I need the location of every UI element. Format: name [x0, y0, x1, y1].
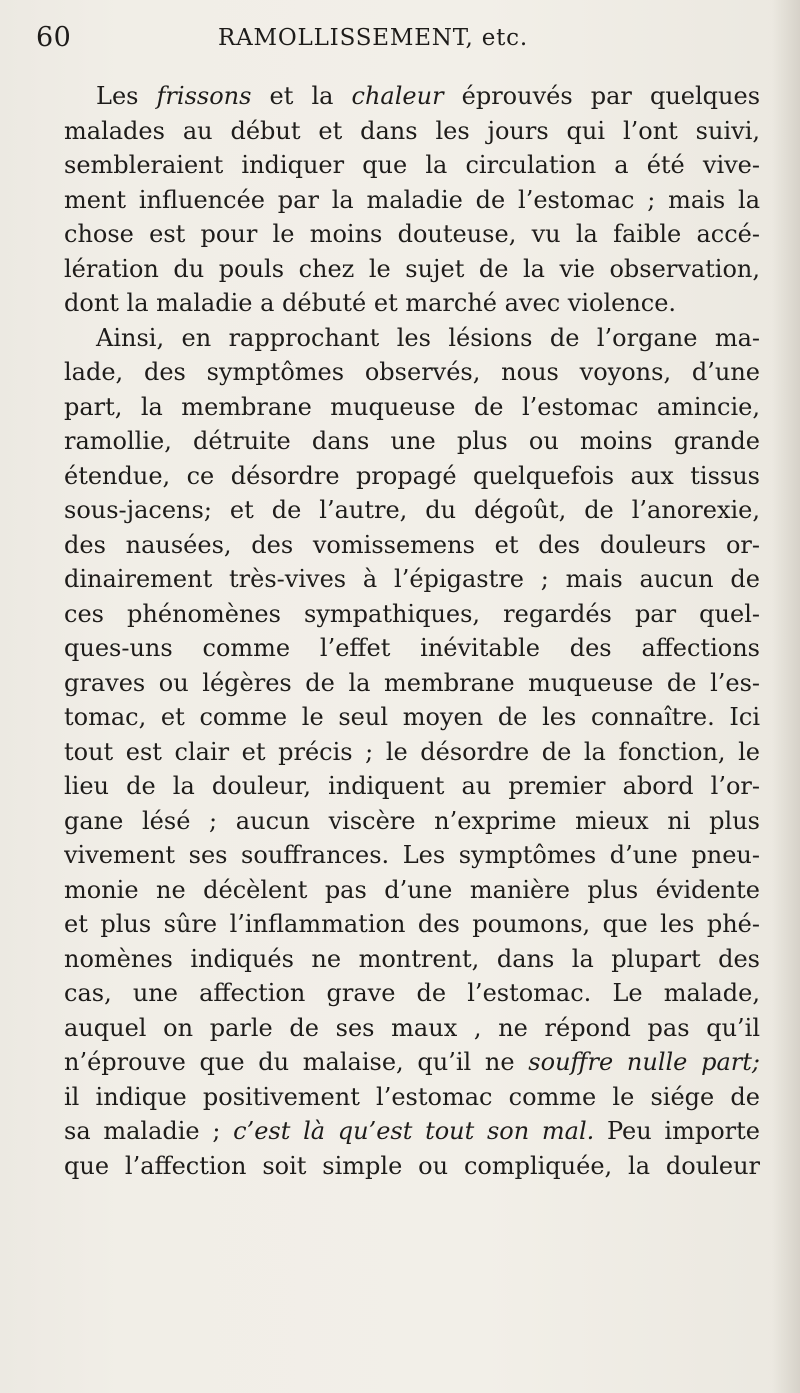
text-line-26 — [64, 942, 760, 977]
text-line-9 — [64, 355, 760, 390]
text-line-7 — [64, 286, 760, 321]
text-segment: graves ou légères de la membrane muqueuse de l’es- — [64, 668, 760, 697]
text-segment: ces phénomènes sympathiques, regardés par quel- — [64, 599, 760, 628]
text-line-31 — [64, 1114, 760, 1149]
text-segment: Peu importe — [594, 1117, 760, 1145]
text-line-32 — [64, 1149, 760, 1184]
text-line-24 — [64, 873, 760, 908]
text-line-11 — [64, 424, 760, 459]
text-segment: Ainsi, en rapprochant les lésions de l’organe ma- — [96, 323, 760, 352]
text-segment: chose est pour le moins douteuse, vu la faible accé- — [64, 220, 760, 248]
text-line-19 — [64, 700, 760, 735]
text-line-16 — [64, 597, 760, 632]
text-line-28 — [64, 1011, 760, 1046]
text-line-1 — [64, 79, 760, 114]
text-segment: ment influencée par la maladie de l’estomac ; mais la — [64, 185, 760, 214]
text-segment: et plus sûre l’inflammation des poumons, que les phé- — [64, 910, 760, 938]
text-line-21 — [64, 769, 760, 804]
running-title: RAMOLLISSEMENT, etc. — [218, 25, 528, 51]
text-line-10 — [64, 390, 760, 425]
text-segment: vivement ses souffrances. Les symptômes d’une pneu- — [64, 841, 760, 869]
text-segment: nomènes indiqués ne montrent, dans la plupart des — [64, 944, 760, 973]
text-line-13 — [64, 493, 760, 528]
text-line-22 — [64, 804, 760, 839]
text-segment: et la — [251, 82, 352, 110]
text-line-4 — [64, 183, 760, 218]
text-line-3 — [64, 148, 760, 183]
text-segment: n’éprouve que du malaise, qu’il ne — [64, 1048, 529, 1076]
text-segment: tout est clair et précis ; le désordre de la fonction, le — [64, 737, 760, 766]
text-line-5 — [64, 217, 760, 252]
italic-segment: c’est là qu’est tout son mal. — [233, 1117, 595, 1145]
text-segment: que l’affection soit simple ou compliquée, la douleur — [64, 1151, 760, 1180]
text-segment: ques-uns comme l’effet inévitable des affections — [64, 634, 760, 662]
italic-segment: chaleur — [351, 82, 444, 110]
text-segment: lieu de la douleur, indiquent au premier abord l’or- — [64, 772, 760, 800]
text-segment: lération du pouls chez le sujet de la vie observation, — [64, 254, 760, 283]
text-segment: tomac, et comme le seul moyen de les connaître. Ici — [64, 703, 760, 731]
text-line-20 — [64, 735, 760, 770]
italic-segment: frissons — [156, 82, 252, 110]
text-line-18 — [64, 666, 760, 701]
text-segment: ramollie, détruite dans une plus ou moins grande — [64, 427, 760, 455]
text-segment: dont la maladie a débuté et marché avec violence. — [64, 289, 677, 317]
text-line-27 — [64, 976, 760, 1011]
text-segment: des nausées, des vomissemens et des douleurs or- — [64, 530, 760, 559]
text-segment: Les — [96, 82, 157, 110]
text-segment: dinairement très-vives à l’épigastre ; mais aucun de — [64, 565, 760, 593]
text-line-2 — [64, 114, 760, 149]
text-line-29 — [64, 1045, 760, 1080]
page-edge-shadow — [772, 0, 800, 1393]
text-line-25 — [64, 907, 760, 942]
text-line-23 — [64, 838, 760, 873]
body-text — [64, 79, 760, 1183]
text-line-30 — [64, 1080, 760, 1115]
text-segment: auquel on parle de ses maux , ne répond pas qu’il — [64, 1013, 760, 1042]
text-segment: malades au début et dans les jours qui l’ont suivi, — [64, 116, 760, 145]
page-header — [0, 18, 800, 58]
text-segment: éprouvés par quelques — [443, 82, 760, 110]
text-segment: sembleraient indiquer que la circulation a été vive- — [64, 151, 760, 179]
text-segment: monie ne décèlent pas d’une manière plus évidente — [64, 875, 760, 904]
text-line-12 — [64, 459, 760, 494]
italic-segment: souffre nulle part; — [528, 1048, 760, 1076]
text-segment: part, la membrane muqueuse de l’estomac amincie, — [64, 392, 760, 421]
text-line-6 — [64, 252, 760, 287]
text-segment: gane lésé ; aucun viscère n’exprime mieux ni plus — [64, 806, 760, 835]
text-segment: sous-jacens; et de l’autre, du dégoût, de l’anorexie, — [64, 496, 760, 524]
text-segment: cas, une affection grave de l’estomac. Le malade, — [64, 979, 760, 1007]
text-line-14 — [64, 528, 760, 563]
text-segment: lade, des symptômes observés, nous voyons, d’une — [64, 358, 760, 386]
text-line-8 — [64, 321, 760, 356]
text-segment: étendue, ce désordre propagé quelquefois aux tissus — [64, 461, 760, 490]
text-line-17 — [64, 631, 760, 666]
text-segment: il indique positivement l’estomac comme le siége de — [64, 1082, 760, 1111]
text-segment: sa maladie ; — [64, 1117, 234, 1145]
text-line-15 — [64, 562, 760, 597]
page-number: 60 — [36, 22, 72, 53]
